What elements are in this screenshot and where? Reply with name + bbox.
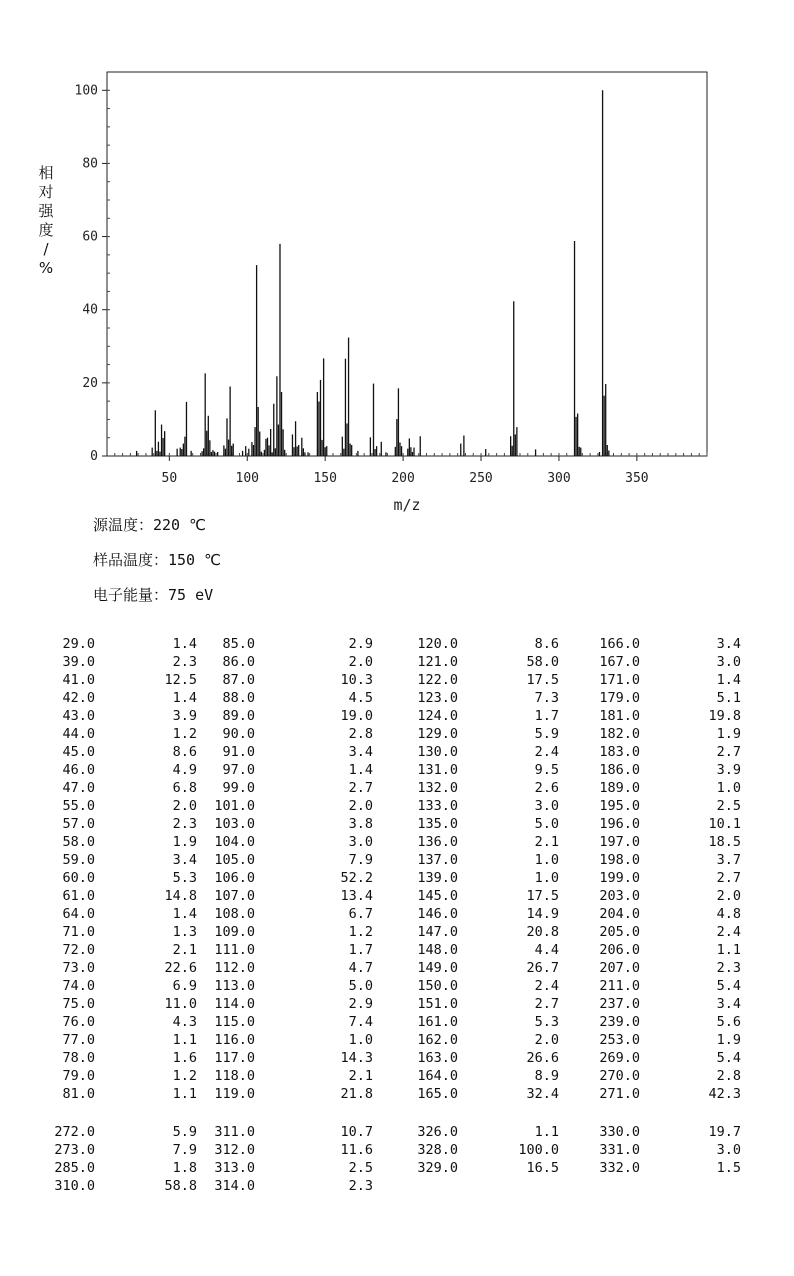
peak-intensity: 11.0 bbox=[164, 996, 197, 1012]
peak-intensity: 2.7 bbox=[716, 870, 741, 886]
peak-mz: 79.0 bbox=[62, 1068, 95, 1084]
peak-intensity: 20.8 bbox=[526, 924, 559, 940]
peak-mz: 73.0 bbox=[62, 960, 95, 976]
peak-intensity: 5.3 bbox=[172, 870, 197, 886]
peak-mz: 116.0 bbox=[214, 1032, 255, 1048]
peak-intensity: 2.0 bbox=[172, 798, 197, 814]
peak-intensity: 10.7 bbox=[340, 1124, 373, 1140]
peak-intensity: 2.4 bbox=[534, 744, 559, 760]
peak-intensity: 19.7 bbox=[708, 1124, 741, 1140]
peak-intensity: 2.7 bbox=[716, 744, 741, 760]
peak-mz: 104.0 bbox=[214, 834, 255, 850]
peak-mz: 149.0 bbox=[417, 960, 458, 976]
peak-mz: 42.0 bbox=[62, 690, 95, 706]
peak-intensity: 1.0 bbox=[348, 1032, 373, 1048]
peak-mz: 183.0 bbox=[599, 744, 640, 760]
peak-mz: 179.0 bbox=[599, 690, 640, 706]
peak-mz: 58.0 bbox=[62, 834, 95, 850]
peak-mz: 89.0 bbox=[222, 708, 255, 724]
peak-intensity: 42.3 bbox=[708, 1086, 741, 1102]
peak-mz: 45.0 bbox=[62, 744, 95, 760]
peak-intensity: 2.6 bbox=[534, 780, 559, 796]
peak-intensity: 1.4 bbox=[172, 690, 197, 706]
peak-intensity: 1.6 bbox=[172, 1050, 197, 1066]
peak-intensity: 1.4 bbox=[716, 672, 741, 688]
peak-intensity: 2.0 bbox=[534, 1032, 559, 1048]
peak-intensity: 4.7 bbox=[348, 960, 373, 976]
peak-intensity: 13.4 bbox=[340, 888, 373, 904]
peak-mz: 285.0 bbox=[54, 1160, 95, 1176]
peak-mz: 270.0 bbox=[599, 1068, 640, 1084]
x-axis-title: m/z bbox=[393, 496, 421, 514]
peak-mz: 41.0 bbox=[62, 672, 95, 688]
peak-mz: 97.0 bbox=[222, 762, 255, 778]
peak-mz: 171.0 bbox=[599, 672, 640, 688]
peak-intensity: 8.6 bbox=[172, 744, 197, 760]
peak-intensity: 3.0 bbox=[348, 834, 373, 850]
peak-mz: 111.0 bbox=[214, 942, 255, 958]
peak-mz: 132.0 bbox=[417, 780, 458, 796]
peak-intensity: 1.0 bbox=[534, 852, 559, 868]
peak-intensity: 4.5 bbox=[348, 690, 373, 706]
peak-mz: 205.0 bbox=[599, 924, 640, 940]
peak-intensity: 58.0 bbox=[526, 654, 559, 670]
peak-mz: 61.0 bbox=[62, 888, 95, 904]
peak-mz: 137.0 bbox=[417, 852, 458, 868]
peak-mz: 108.0 bbox=[214, 906, 255, 922]
peak-intensity: 2.3 bbox=[716, 960, 741, 976]
peak-intensity: 1.7 bbox=[534, 708, 559, 724]
peak-mz: 269.0 bbox=[599, 1050, 640, 1066]
peak-mz: 112.0 bbox=[214, 960, 255, 976]
peak-intensity: 12.5 bbox=[164, 672, 197, 688]
peak-mz: 72.0 bbox=[62, 942, 95, 958]
peak-intensity: 17.5 bbox=[526, 888, 559, 904]
y-tick-label: 20 bbox=[82, 375, 98, 391]
peak-mz: 330.0 bbox=[599, 1124, 640, 1140]
peak-mz: 71.0 bbox=[62, 924, 95, 940]
peak-intensity: 21.8 bbox=[340, 1086, 373, 1102]
peak-mz: 131.0 bbox=[417, 762, 458, 778]
peak-intensity: 8.6 bbox=[534, 636, 559, 652]
peak-mz: 326.0 bbox=[417, 1124, 458, 1140]
peak-intensity: 2.4 bbox=[716, 924, 741, 940]
peak-mz: 207.0 bbox=[599, 960, 640, 976]
peak-mz: 115.0 bbox=[214, 1014, 255, 1030]
peak-intensity: 3.8 bbox=[348, 816, 373, 832]
peak-mz: 105.0 bbox=[214, 852, 255, 868]
peak-intensity: 3.4 bbox=[348, 744, 373, 760]
peak-mz: 114.0 bbox=[214, 996, 255, 1012]
peak-intensity: 3.9 bbox=[172, 708, 197, 724]
peak-intensity: 3.4 bbox=[172, 852, 197, 868]
peak-intensity: 18.5 bbox=[708, 834, 741, 850]
peak-mz: 331.0 bbox=[599, 1142, 640, 1158]
peak-mz: 189.0 bbox=[599, 780, 640, 796]
peak-mz: 87.0 bbox=[222, 672, 255, 688]
peak-intensity: 14.3 bbox=[340, 1050, 373, 1066]
peak-intensity: 2.9 bbox=[348, 996, 373, 1012]
peak-intensity: 8.9 bbox=[534, 1068, 559, 1084]
peak-intensity: 6.7 bbox=[348, 906, 373, 922]
peak-intensity: 1.4 bbox=[172, 636, 197, 652]
peak-mz: 60.0 bbox=[62, 870, 95, 886]
peak-mz: 314.0 bbox=[214, 1178, 255, 1194]
peak-intensity: 6.9 bbox=[172, 978, 197, 994]
peak-mz: 310.0 bbox=[54, 1178, 95, 1194]
x-tick-label: 350 bbox=[625, 471, 649, 486]
peak-intensity: 1.8 bbox=[172, 1160, 197, 1176]
peak-intensity: 7.9 bbox=[172, 1142, 197, 1158]
peak-intensity: 5.6 bbox=[716, 1014, 741, 1030]
peak-intensity: 2.1 bbox=[172, 942, 197, 958]
peak-mz: 86.0 bbox=[222, 654, 255, 670]
peak-intensity: 2.8 bbox=[348, 726, 373, 742]
peak-intensity: 2.7 bbox=[348, 780, 373, 796]
peak-intensity: 7.3 bbox=[534, 690, 559, 706]
y-tick-label: 40 bbox=[82, 302, 98, 318]
peak-intensity: 2.3 bbox=[172, 816, 197, 832]
peak-intensity: 1.5 bbox=[716, 1160, 741, 1176]
peak-intensity: 1.2 bbox=[172, 726, 197, 742]
peak-intensity: 1.2 bbox=[172, 1068, 197, 1084]
peak-mz: 119.0 bbox=[214, 1086, 255, 1102]
peak-intensity: 9.5 bbox=[534, 762, 559, 778]
x-tick-label: 200 bbox=[391, 471, 415, 486]
peak-mz: 109.0 bbox=[214, 924, 255, 940]
peak-mz: 204.0 bbox=[599, 906, 640, 922]
peak-intensity: 26.7 bbox=[526, 960, 559, 976]
peak-mz: 59.0 bbox=[62, 852, 95, 868]
peak-mz: 29.0 bbox=[62, 636, 95, 652]
peak-intensity: 2.9 bbox=[348, 636, 373, 652]
peak-intensity: 5.4 bbox=[716, 978, 741, 994]
peak-mz: 44.0 bbox=[62, 726, 95, 742]
x-tick-label: 250 bbox=[469, 471, 493, 486]
peak-mz: 312.0 bbox=[214, 1142, 255, 1158]
peak-mz: 162.0 bbox=[417, 1032, 458, 1048]
peak-intensity: 22.6 bbox=[164, 960, 197, 976]
y-tick-label: 100 bbox=[74, 83, 98, 99]
peak-mz: 78.0 bbox=[62, 1050, 95, 1066]
peak-mz: 211.0 bbox=[599, 978, 640, 994]
peak-mz: 106.0 bbox=[214, 870, 255, 886]
peak-mz: 101.0 bbox=[214, 798, 255, 814]
peak-intensity: 2.0 bbox=[348, 798, 373, 814]
peak-mz: 121.0 bbox=[417, 654, 458, 670]
peak-intensity: 3.0 bbox=[716, 1142, 741, 1158]
peak-mz: 107.0 bbox=[214, 888, 255, 904]
peak-intensity: 3.9 bbox=[716, 762, 741, 778]
peak-mz: 196.0 bbox=[599, 816, 640, 832]
peak-intensity: 26.6 bbox=[526, 1050, 559, 1066]
peak-intensity: 1.1 bbox=[172, 1032, 197, 1048]
peak-intensity: 19.8 bbox=[708, 708, 741, 724]
peak-mz: 77.0 bbox=[62, 1032, 95, 1048]
peak-mz: 90.0 bbox=[222, 726, 255, 742]
peak-intensity: 2.4 bbox=[534, 978, 559, 994]
peak-intensity: 14.8 bbox=[164, 888, 197, 904]
peak-mz: 124.0 bbox=[417, 708, 458, 724]
peak-mz: 46.0 bbox=[62, 762, 95, 778]
peak-intensity: 1.9 bbox=[716, 1032, 741, 1048]
peak-mz: 135.0 bbox=[417, 816, 458, 832]
peak-mz: 148.0 bbox=[417, 942, 458, 958]
peak-mz: 123.0 bbox=[417, 690, 458, 706]
peak-mz: 329.0 bbox=[417, 1160, 458, 1176]
peak-intensity: 5.9 bbox=[534, 726, 559, 742]
x-tick-label: 100 bbox=[235, 471, 260, 486]
peak-intensity: 2.5 bbox=[348, 1160, 373, 1176]
peak-mz: 120.0 bbox=[417, 636, 458, 652]
peak-intensity: 1.1 bbox=[534, 1124, 559, 1140]
peak-intensity: 11.6 bbox=[340, 1142, 373, 1158]
peak-intensity: 5.0 bbox=[348, 978, 373, 994]
peak-intensity: 4.4 bbox=[534, 942, 559, 958]
peak-mz: 203.0 bbox=[599, 888, 640, 904]
y-axis-title: 相对强度/ % bbox=[38, 164, 54, 277]
peak-intensity: 5.0 bbox=[534, 816, 559, 832]
peak-mz: 43.0 bbox=[62, 708, 95, 724]
peak-intensity: 32.4 bbox=[526, 1086, 559, 1102]
peak-intensity: 10.3 bbox=[340, 672, 373, 688]
peak-mz: 133.0 bbox=[417, 798, 458, 814]
peak-intensity: 17.5 bbox=[526, 672, 559, 688]
peak-intensity: 5.9 bbox=[172, 1124, 197, 1140]
peak-mz: 328.0 bbox=[417, 1142, 458, 1158]
peak-intensity: 4.3 bbox=[172, 1014, 197, 1030]
peak-intensity: 5.1 bbox=[716, 690, 741, 706]
peak-intensity: 2.5 bbox=[716, 798, 741, 814]
peak-mz: 167.0 bbox=[599, 654, 640, 670]
x-tick-label: 300 bbox=[547, 471, 571, 486]
electron-energy: 电子能量：75 eV bbox=[93, 586, 214, 604]
peak-mz: 272.0 bbox=[54, 1124, 95, 1140]
peak-mz: 81.0 bbox=[62, 1086, 95, 1102]
peak-mz: 76.0 bbox=[62, 1014, 95, 1030]
peak-intensity: 1.4 bbox=[348, 762, 373, 778]
peak-mz: 332.0 bbox=[599, 1160, 640, 1176]
peak-intensity: 2.7 bbox=[534, 996, 559, 1012]
peak-intensity: 58.8 bbox=[164, 1178, 197, 1194]
peak-mz: 151.0 bbox=[417, 996, 458, 1012]
y-tick-label: 80 bbox=[82, 156, 98, 172]
peak-intensity: 4.8 bbox=[716, 906, 741, 922]
peak-mz: 186.0 bbox=[599, 762, 640, 778]
y-tick-label: 0 bbox=[90, 449, 98, 464]
peak-mz: 74.0 bbox=[62, 978, 95, 994]
peak-mz: 147.0 bbox=[417, 924, 458, 940]
peak-mz: 165.0 bbox=[417, 1086, 458, 1102]
peak-intensity: 2.0 bbox=[716, 888, 741, 904]
peak-intensity: 52.2 bbox=[340, 870, 373, 886]
peak-intensity: 1.4 bbox=[172, 906, 197, 922]
peak-mz: 130.0 bbox=[417, 744, 458, 760]
x-tick-label: 50 bbox=[161, 471, 178, 486]
peak-intensity: 1.9 bbox=[172, 834, 197, 850]
peak-mz: 163.0 bbox=[417, 1050, 458, 1066]
peak-mz: 39.0 bbox=[62, 654, 95, 670]
peak-intensity: 1.3 bbox=[172, 924, 197, 940]
peak-intensity: 14.9 bbox=[526, 906, 559, 922]
peak-intensity: 1.1 bbox=[172, 1086, 197, 1102]
peak-intensity: 1.1 bbox=[716, 942, 741, 958]
x-tick-label: 150 bbox=[313, 471, 337, 486]
peak-intensity: 2.0 bbox=[348, 654, 373, 670]
peak-mz: 161.0 bbox=[417, 1014, 458, 1030]
peak-intensity: 3.4 bbox=[716, 636, 741, 652]
peak-intensity: 19.0 bbox=[340, 708, 373, 724]
peak-mz: 103.0 bbox=[214, 816, 255, 832]
peak-mz: 91.0 bbox=[222, 744, 255, 760]
peak-mz: 64.0 bbox=[62, 906, 95, 922]
peak-intensity: 3.4 bbox=[716, 996, 741, 1012]
peak-mz: 198.0 bbox=[599, 852, 640, 868]
peak-intensity: 3.0 bbox=[716, 654, 741, 670]
peak-mz: 150.0 bbox=[417, 978, 458, 994]
peak-intensity: 7.4 bbox=[348, 1014, 373, 1030]
peak-mz: 99.0 bbox=[222, 780, 255, 796]
sample-temperature: 样品温度：150 ℃ bbox=[93, 551, 221, 569]
peak-intensity: 10.1 bbox=[708, 816, 741, 832]
peak-intensity: 5.4 bbox=[716, 1050, 741, 1066]
peak-mz: 311.0 bbox=[214, 1124, 255, 1140]
peak-intensity: 3.0 bbox=[534, 798, 559, 814]
peak-intensity: 2.3 bbox=[348, 1178, 373, 1194]
peak-mz: 57.0 bbox=[62, 816, 95, 832]
peak-mz: 88.0 bbox=[222, 690, 255, 706]
peak-mz: 253.0 bbox=[599, 1032, 640, 1048]
y-tick-label: 60 bbox=[82, 229, 98, 245]
peak-mz: 122.0 bbox=[417, 672, 458, 688]
peak-mz: 199.0 bbox=[599, 870, 640, 886]
peak-mz: 75.0 bbox=[62, 996, 95, 1012]
peak-intensity: 2.8 bbox=[716, 1068, 741, 1084]
peak-intensity: 2.1 bbox=[534, 834, 559, 850]
peak-mz: 117.0 bbox=[214, 1050, 255, 1066]
peak-mz: 85.0 bbox=[222, 636, 255, 652]
peak-mz: 313.0 bbox=[214, 1160, 255, 1176]
peak-mz: 146.0 bbox=[417, 906, 458, 922]
peak-mz: 139.0 bbox=[417, 870, 458, 886]
peak-mz: 237.0 bbox=[599, 996, 640, 1012]
peak-mz: 113.0 bbox=[214, 978, 255, 994]
peak-mz: 55.0 bbox=[62, 798, 95, 814]
peak-intensity: 6.8 bbox=[172, 780, 197, 796]
peak-mz: 129.0 bbox=[417, 726, 458, 742]
peak-intensity: 7.9 bbox=[348, 852, 373, 868]
peak-mz: 166.0 bbox=[599, 636, 640, 652]
peak-intensity: 2.3 bbox=[172, 654, 197, 670]
peak-mz: 197.0 bbox=[599, 834, 640, 850]
peak-mz: 239.0 bbox=[599, 1014, 640, 1030]
peak-mz: 181.0 bbox=[599, 708, 640, 724]
peak-mz: 271.0 bbox=[599, 1086, 640, 1102]
peak-intensity: 5.3 bbox=[534, 1014, 559, 1030]
peak-mz: 273.0 bbox=[54, 1142, 95, 1158]
peak-intensity: 1.7 bbox=[348, 942, 373, 958]
peak-mz: 118.0 bbox=[214, 1068, 255, 1084]
peak-intensity: 1.0 bbox=[716, 780, 741, 796]
source-temperature: 源温度：220 ℃ bbox=[93, 516, 206, 534]
peak-mz: 206.0 bbox=[599, 942, 640, 958]
peak-intensity: 1.0 bbox=[534, 870, 559, 886]
peak-intensity: 100.0 bbox=[518, 1142, 559, 1158]
peak-mz: 47.0 bbox=[62, 780, 95, 796]
peak-mz: 145.0 bbox=[417, 888, 458, 904]
peak-intensity: 16.5 bbox=[526, 1160, 559, 1176]
peak-intensity: 2.1 bbox=[348, 1068, 373, 1084]
peak-mz: 136.0 bbox=[417, 834, 458, 850]
peak-mz: 182.0 bbox=[599, 726, 640, 742]
peak-mz: 195.0 bbox=[599, 798, 640, 814]
peak-mz: 164.0 bbox=[417, 1068, 458, 1084]
peak-intensity: 4.9 bbox=[172, 762, 197, 778]
peak-intensity: 3.7 bbox=[716, 852, 741, 868]
peak-intensity: 1.2 bbox=[348, 924, 373, 940]
peak-intensity: 1.9 bbox=[716, 726, 741, 742]
